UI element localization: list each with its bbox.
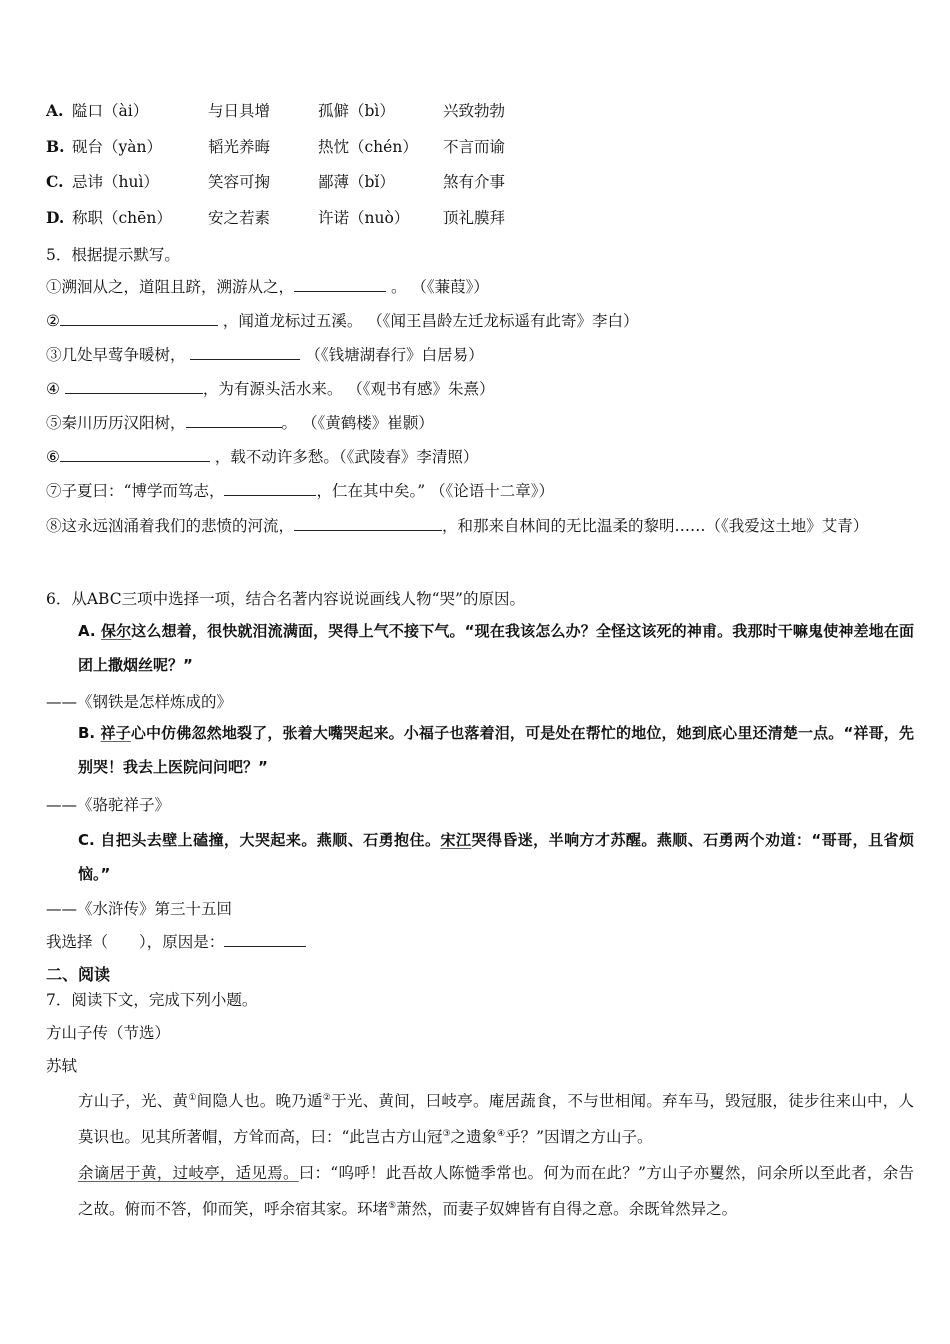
option-label: C. <box>78 831 95 849</box>
item-text: 。 （《蒹葭》） <box>386 278 489 296</box>
passage-paragraph-2 <box>46 1155 914 1227</box>
passage-text: 方山子，光、黄 <box>78 1092 189 1110</box>
option-item: 砚台（yàn） <box>72 138 162 156</box>
passage-paragraph-1 <box>46 1083 914 1155</box>
option-item: 笑容可掬 <box>208 173 271 191</box>
question-5-title: 5．根据提示默写。 <box>46 246 180 264</box>
underlined-person: 祥子 <box>100 724 131 742</box>
item-text: ，仁在其中矣。” （《论语十二章》） <box>316 482 555 500</box>
option-item: 顶礼膜拜 <box>443 209 506 227</box>
underlined-person: 宋江 <box>440 831 472 849</box>
item-text: 。 （《黄鹤楼》崔颢） <box>281 414 434 432</box>
answer-blank[interactable] <box>224 481 316 496</box>
option-item: 许诺（nuò） <box>318 209 410 227</box>
answer-blank[interactable] <box>60 447 210 462</box>
option-item: 孤僻（bì） <box>318 102 395 120</box>
option-item: 兴致勃勃 <box>443 102 506 120</box>
answer-blank[interactable] <box>65 379 203 394</box>
item-text: 这永远汹涌着我们的悲愤的河流， <box>61 517 295 535</box>
answer-prompt-text: 我选择（ ），原因是： <box>46 933 225 951</box>
footnote-marker: ③ <box>442 1128 451 1139</box>
passage-title: 方山子传（节选） <box>46 1024 171 1042</box>
item-number: ⑥ <box>46 448 60 466</box>
item-text: 秦川历历汉阳树， <box>61 414 186 432</box>
option-item: 不言而谕 <box>443 138 506 156</box>
source-c: ——《水浒传》第三十五回 <box>46 900 233 918</box>
item-number: ① <box>46 278 62 296</box>
option-item: 称职（chēn） <box>72 209 172 227</box>
option-item: 韬光养晦 <box>208 138 271 156</box>
option-label: D. <box>46 208 65 227</box>
option-label: B. <box>46 137 65 156</box>
passage-text: 之遗象 <box>450 1128 498 1146</box>
recite-item-8 <box>46 508 914 544</box>
answer-blank[interactable] <box>294 277 386 292</box>
passage-text: 于光、黄间，曰岐亭。庵居蔬食，不与世相闻。弃车马，毁冠服，徒步往来山中，人莫识也。见其所著帽，方耸而高，曰：“此岂古方山冠 <box>78 1092 914 1146</box>
option-item: 安之若素 <box>208 209 271 227</box>
recite-item-6 <box>46 447 478 467</box>
option-label: A. <box>46 101 64 120</box>
item-text: 子夏曰：“博学而笃志， <box>61 482 225 500</box>
recite-item-4 <box>46 379 495 399</box>
item-text: ，和那来自林间的无比温柔的黎明……（《我爱这土地》艾青） <box>442 517 869 535</box>
option-item: 与日具增 <box>208 102 271 120</box>
item-text: ，载不动许多愁。（《武陵春》李清照） <box>209 448 479 466</box>
answer-prompt <box>46 932 306 952</box>
option-item: 鄙薄（bǐ） <box>318 173 395 191</box>
item-number: ⑦ <box>46 482 62 500</box>
section-heading: 二、阅读 <box>46 965 111 984</box>
option-label: C. <box>46 172 64 191</box>
recite-item-5 <box>46 413 434 433</box>
option-item: 煞有介事 <box>443 173 506 191</box>
option-label: B. <box>78 724 96 742</box>
item-number: ④ <box>46 380 60 398</box>
item-text: 几处早莺争暖树， <box>61 346 186 364</box>
source-b: ——《骆驼祥子》 <box>46 796 171 814</box>
footnote-marker: ② <box>322 1092 332 1103</box>
underlined-person: 保尔 <box>100 622 132 640</box>
answer-blank[interactable] <box>224 932 306 947</box>
option-item: 热忱（chén） <box>318 138 418 156</box>
item-text: 溯洄从之，道阻且跻，溯游从之， <box>61 278 295 296</box>
item-text: ，为有源头活水来。 （《观书有感》朱熹） <box>202 380 495 398</box>
option-item: 隘口（ài） <box>72 102 149 120</box>
source-a: ——《钢铁是怎样炼成的》 <box>46 693 233 711</box>
recite-item-7 <box>46 481 554 501</box>
question-7-title: 7．阅读下文，完成下列小题。 <box>46 991 258 1009</box>
footnote-marker: ⑤ <box>388 1200 397 1211</box>
option-item: 忌讳（huì） <box>72 173 159 191</box>
excerpt-text: 这么想着，很快就泪流满面，哭得上气不接下气。“现在我该怎么办？全怪这该死的神甫。我那时干嘛鬼使神差地在面团上撒烟丝呢？” <box>78 622 914 674</box>
excerpt-c <box>46 823 914 891</box>
passage-text: 间隐人也。晚乃遁 <box>196 1092 323 1110</box>
excerpt-text: 哭得昏迷，半响方才苏醒。燕顺、石勇两个劝道：“哥哥，且省烦恼。” <box>78 831 914 883</box>
answer-blank[interactable] <box>60 311 218 326</box>
excerpt-text: 自把头去壁上磕撞，大哭起来。燕顺、石勇抱住。 <box>100 831 441 849</box>
question-6-title: 6．从ABC三项中选择一项，结合名著内容说说画线人物“哭”的原因。 <box>46 590 525 608</box>
passage-text: 乎？”因谓之方山子。 <box>505 1128 653 1146</box>
item-number: ⑤ <box>46 414 62 432</box>
item-number: ⑧ <box>46 517 62 535</box>
footnote-marker: ④ <box>497 1128 506 1139</box>
item-text: ，闻道龙标过五溪。 （《闻王昌龄左迁龙标遥有此寄》李白） <box>217 312 639 330</box>
option-label: A. <box>78 622 96 640</box>
item-text: （《钱塘湖春行》白居易） <box>300 346 484 364</box>
underlined-sentence: 余谪居于黄，过岐亭，适见焉。 <box>78 1164 299 1182</box>
item-number: ③ <box>46 346 62 364</box>
answer-blank[interactable] <box>294 516 442 531</box>
item-number: ② <box>46 312 60 330</box>
passage-text: 萧然，而妻子奴婢皆有自得之意。余既耸然异之。 <box>396 1200 738 1218</box>
passage-text: 曰：“呜呼！此吾故人陈慥季常也。何为而在此？”方山子亦矍然，问余所以至此者，余告之故。俯而不答，仰而笑，呼余宿其家。环堵 <box>78 1164 914 1218</box>
recite-item-1 <box>46 277 489 297</box>
recite-item-2 <box>46 311 639 331</box>
recite-item-3 <box>46 345 484 365</box>
excerpt-a <box>46 614 914 682</box>
excerpt-b <box>46 716 914 784</box>
footnote-marker: ① <box>188 1092 197 1103</box>
answer-blank[interactable] <box>186 413 282 428</box>
excerpt-text: 心中仿佛忽然地裂了，张着大嘴哭起来。小福子也落着泪，可是处在帮忙的地位，她到底心里还清楚一点。“祥哥，先别哭！我去上医院问问吧？” <box>78 724 914 776</box>
answer-blank[interactable] <box>190 345 300 360</box>
passage-author: 苏轼 <box>46 1057 78 1075</box>
